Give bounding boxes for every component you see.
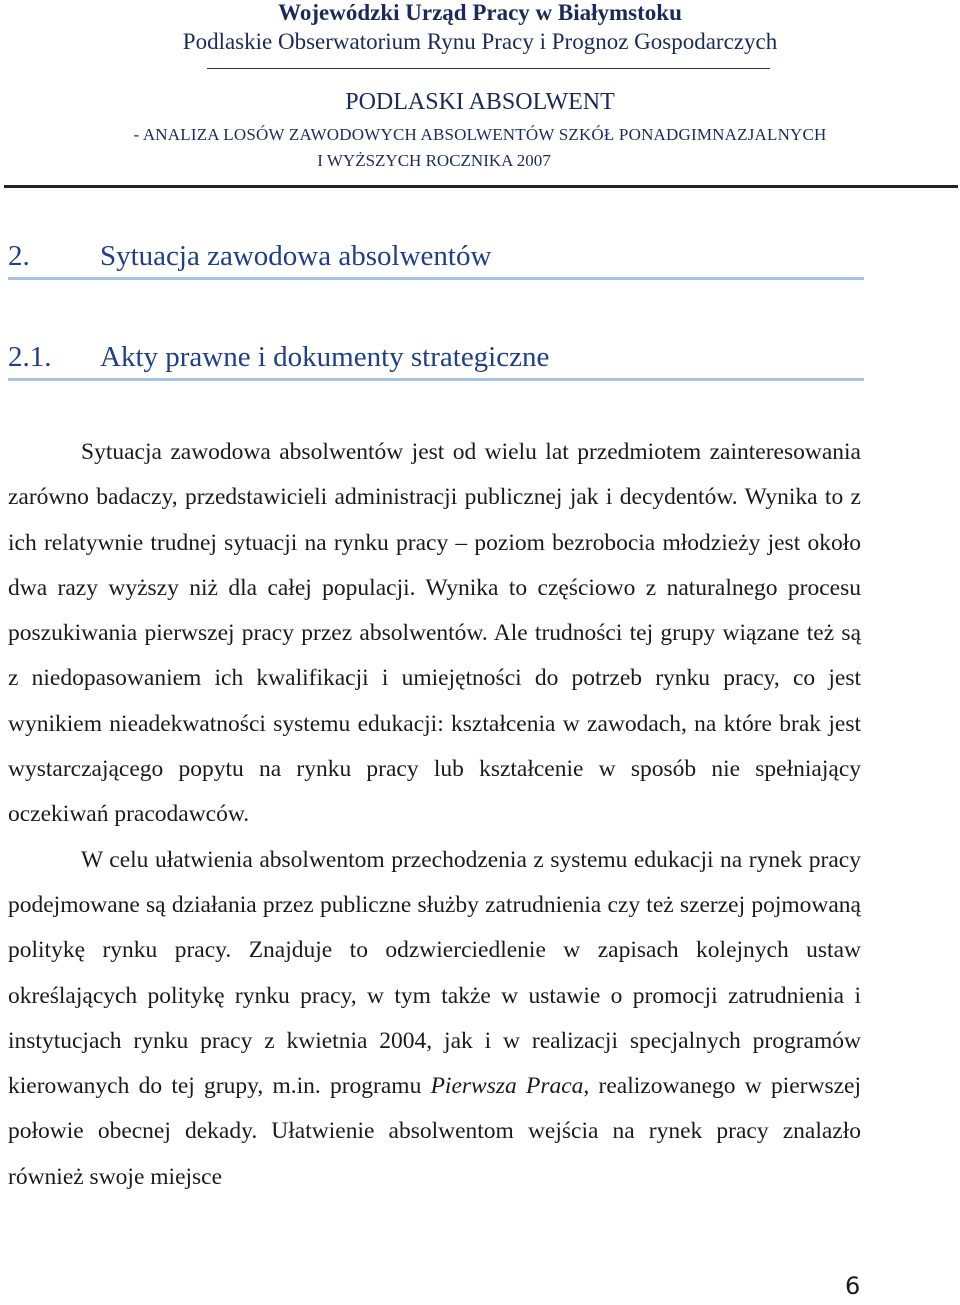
paragraph <box>8 838 861 1200</box>
page-number: 6 <box>845 1272 861 1300</box>
header-bottom-rule <box>4 185 958 188</box>
section-title: Akty prawne i dokumenty strategiczne <box>100 341 550 373</box>
section-number: 2.1. <box>8 341 52 373</box>
section-heading-2 <box>8 239 864 280</box>
paragraph: Sytuacja zawodowa absolwentów jest od wielu lat przedmiotem zainteresowania zarówno badaczy, przedstawicieli administracji publicznej jak i decydentów. Wynika to z ich relatywnie trudnej sytuacji na rynku pracy – poziom bezrobocia młodzieży jest około dwa razy wyższy niż dla całej populacji. Wynika to częściowo z naturalnego procesu poszukiwania pierwszej pracy przez absolwentów. Ale trudności tej grupy wiązane też są z niedopasowaniem ich kwalifikacji i umiejętności do potrzeb rynku pracy, co jest wynikiem nieadekwatności systemu edukacji: kształcenia w zawodach, na które brak jest wystarczającego popytu na rynku pracy lub kształcenie w sposób nie spełniający oczekiwań pracodawców. <box>8 439 861 828</box>
program-name: Pierwsza Praca <box>430 1073 584 1100</box>
section-number: 2. <box>8 240 30 272</box>
report-subtitle-line2: I WYŻSZYCH ROCZNIKA 2007 <box>317 151 551 170</box>
paragraph-text: , realizowanego w pierwszej połowie obecnej dekady. Ułatwienie absolwentom wejścia na rynek pracy znalazło również swoje miejsce <box>8 1073 862 1190</box>
paragraph-text: W celu ułatwienia absolwentom przechodzenia z systemu edukacji na rynek pracy podejmowane są działania przez publiczne służby zatrudnienia czy też szerzej pojmowaną politykę rynku pracy. Znajduje to odzwierciedlenie w zapisach kolejnych ustaw określających politykę rynku pracy, w tym także w ustawie o promocji zatrudnienia i instytucjach rynku pracy z kwietnia 2004, jak i w realizacji specjalnych programów kierowanych do tej grupy, m.in. programu <box>8 846 861 1100</box>
organization-unit: Podlaskie Obserwatorium Rynu Pracy i Prognoz Gospodarczych <box>182 29 778 54</box>
section-title: Sytuacja zawodowa absolwentów <box>100 240 492 272</box>
section-heading-2-1 <box>8 340 864 381</box>
header-divider <box>207 68 770 69</box>
organization-name: Wojewódzki Urząd Pracy w Białymstoku <box>278 0 682 25</box>
body-text <box>8 430 861 1200</box>
report-subtitle-line1: - ANALIZA LOSÓW ZAWODOWYCH ABSOLWENTÓW SZKÓŁ PONADGIMNAZJALNYCH <box>133 125 827 144</box>
report-title: PODLASKI ABSOLWENT <box>345 89 615 115</box>
